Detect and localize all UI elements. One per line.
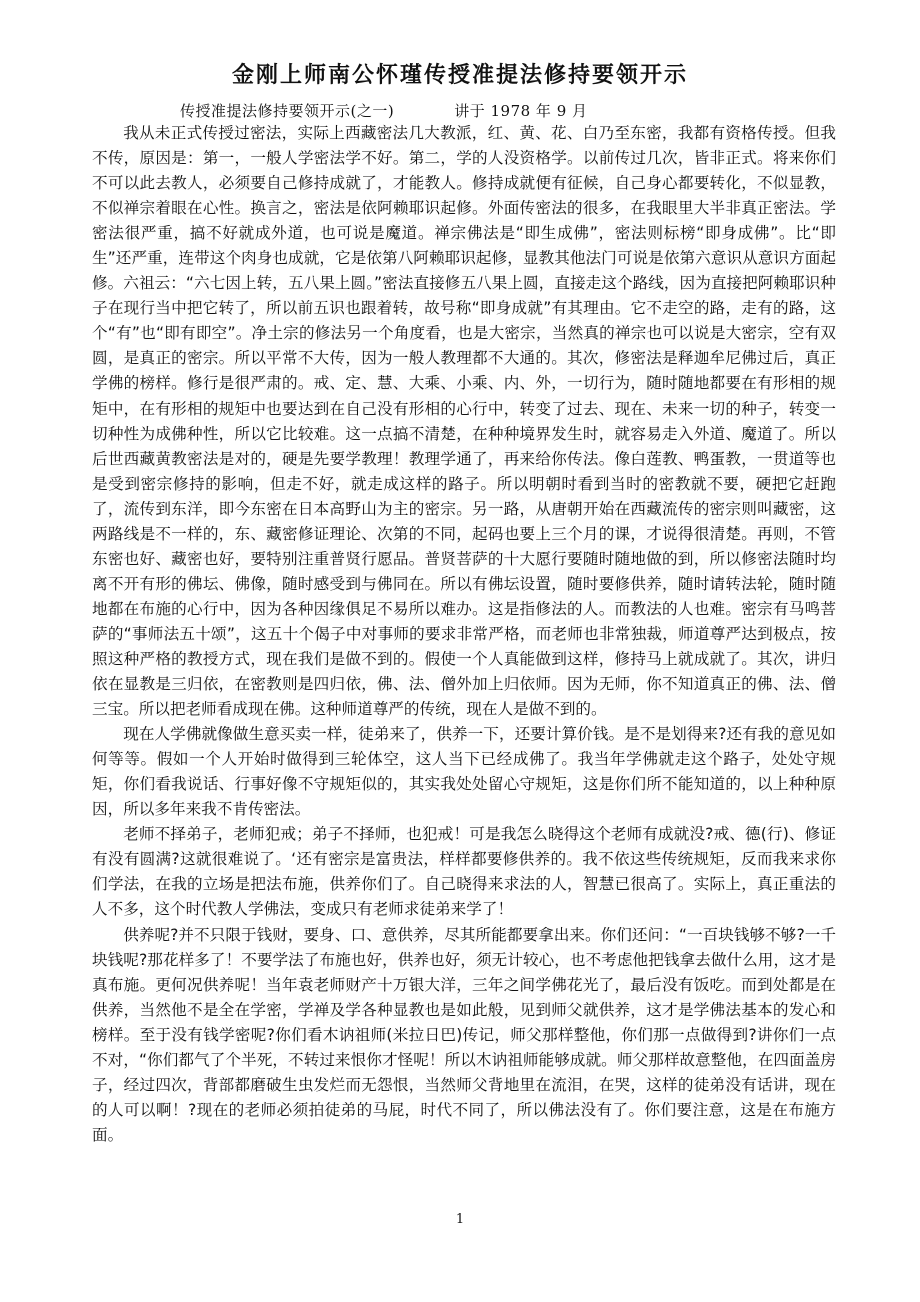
subtitle-date: 讲于 1978 年 9 月 bbox=[454, 102, 588, 120]
document-subtitle bbox=[180, 100, 588, 121]
page-number: 1 bbox=[455, 1212, 465, 1227]
paragraph: 供养呢?并不只限于钱财，要身、口、意供养，尽其所能都要拿出来。你们还问：“一百块钱够不够?一千块钱呢?那花样多了！不要学法了布施也好，供养也好，须无计较心，也不考虑他把钱拿去做什么用，这才是真布施。更何况供养呢！当年袁老师财产十万银大洋，三年之间学佛花光了，最后没有饭吃。而到处都是在供养，当然他不是全在学密，学禅及学各种显教也是如此般，见到师父就供养，这才是学佛法基本的发心和榜样。至于没有钱学密呢?你们看木讷祖师(米拉日巴)传记，师父那样整他，你们那一点做得到?讲你们一点不对，“你们都气了个半死，不转过来恨你才怪呢！所以木讷祖师能够成就。师父那样故意整他，在四面盖房子，经过四次，背部都磨破生虫发烂而无怨恨，当然师父背地里在流泪，在哭，这样的徒弟没有话讲，现在的人可以啊！?现在的老师必须拍徒弟的马屁，时代不同了，所以佛法没有了。你们要注意，这是在布施方面。 bbox=[92, 925, 836, 1144]
paragraph: 老师不择弟子，老师犯戒；弟子不择师，也犯戒！可是我怎么晓得这个老师有成就没?戒、德(行)、修证有没有圆满?这就很难说了。‘还有密宗是富贵法，样样都要修供养的。我不依这些传统规矩，反而我来求你们学法，在我的立场是把法布施，供养你们了。自己晓得来求法的人，智慧已很高了。实际上，真正重法的人不多，这个时代教人学佛法，变成只有老师求徒弟来学了！ bbox=[92, 825, 836, 919]
subtitle-label: 传授准提法修持要领开示(之一) bbox=[180, 102, 395, 120]
document-title: 金刚上师南公怀瑾传授准提法修持要领开示 bbox=[231, 63, 688, 88]
paragraph: 我从未正式传授过密法，实际上西藏密法几大教派，红、黄、花、白乃至东密，我都有资格传授。但我不传，原因是：第一，一般人学密法学不好。第二，学的人没资格学。以前传过几次，皆非正式。将来你们不可以此去教人，必须要自己修持成就了，才能教人。修持成就便有征候，自己身心都要转化，不似显教，不似禅宗着眼在心性。换言之，密法是依阿赖耶识起修。外面传密法的很多，在我眼里大半非真正密法。学密法很严重，搞不好就成外道，也可说是魔道。禅宗佛法是“即生成佛”，密法则标榜“即身成佛”。比“即生”还严重，连带这个肉身也成就，它是依第八阿赖耶识起修，显教其他法门可说是依第六意识从意识方面起修。六祖云：“六七因上转，五八果上圆。”密法直接修五八果上圆，直接走这个路线，因为直接把阿赖耶识种子在现行当中把它转了，所以前五识也跟着转，故号称“即身成就”有其理由。它不走空的路，走有的路，这个“有”也“即有即空”。净土宗的修法另一个角度看，也是大密宗，当然真的禅宗也可以说是大密宗，空有双圆，是真正的密宗。所以平常不大传，因为一般人教理都不大通的。其次，修密法是释迦牟尼佛过后，真正学佛的榜样。修行是很严肃的。戒、定、慧、大乘、小乘、内、外，一切行为，随时随地都要在有形相的规矩中，在有形相的规矩中也要达到在自己没有形相的心行中，转变了过去、现在、未来一切的种子，转变一切种性为成佛种性，所以它比较难。这一点搞不清楚，在种种境界发生时，就容易走入外道、魔道了。所以后世西藏黄教密法是对的，硬是先要学教理！教理学通了，再来给你传法。像白莲教、鸭蛋教，一贯道等也是受到密宗修持的影响，但走不好，就走成这样的路子。所以明朝时看到当时的密教就不要，硬把它赶跑了，流传到东洋，即今东密在日本高野山为主的密宗。另一路，从唐朝开始在西藏流传的密宗则叫藏密，这两路线是不一样的，东、藏密修证理论、次第的不同，起码也要上三个月的课，才说得很清楚。再则，不管东密也好、藏密也好，要特别注重普贤行愿品。普贤菩萨的十大愿行要随时随地做的到，所以修密法随时均离不开有形的佛坛、佛像，随时感受到与佛同在。所以有佛坛设置，随时要修供养，随时请转法轮，随时随地都在布施的心行中，因为各种因缘俱足不易所以难办。这是指修法的人。而教法的人也难。密宗有马鸣菩萨的“事师法五十颂”，这五十个偈子中对事师的要求非常严格，而老师也非常独裁，师道尊严达到极点，按照这种严格的教授方式，现在我们是做不到的。假使一个人真能做到这样，修持马上就成就了。其次，讲归依在显教是三归依，在密教则是四归依，佛、法、僧外加上归依师。因为无师，你不知道真正的佛、法、僧三宝。所以把老师看成现在佛。这种师道尊严的传统，现在人是做不到的。 bbox=[92, 124, 836, 719]
paragraph: 现在人学佛就像做生意买卖一样，徒弟来了，供养一下，还要计算价钱。是不是划得来?还有我的意见如何等等。假如一个人开始时做得到三轮体空，这人当下已经成佛了。我当年学佛就走这个路子，处处守规矩，你们看我说话、行事好像不守规矩似的，其实我处处留心守规矩，这是你们所不能知道的，以上种种原因，所以多年来我不肯传密法。 bbox=[92, 725, 836, 819]
document-body bbox=[92, 121, 836, 1148]
